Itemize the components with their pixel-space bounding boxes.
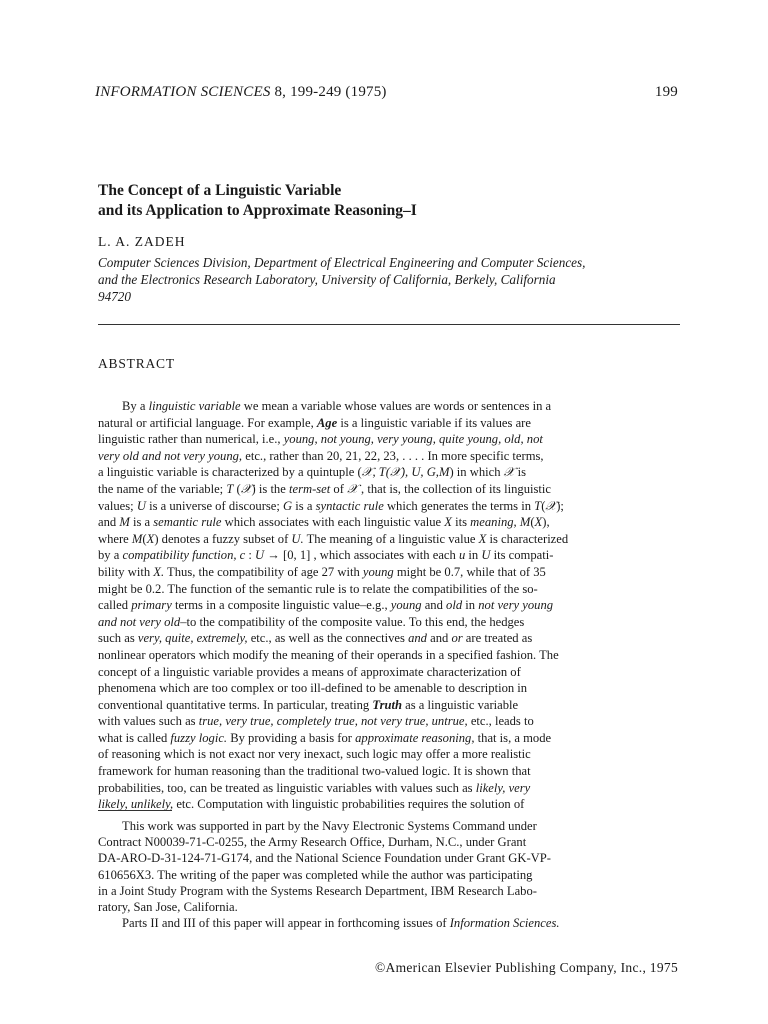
text-run: DA-ARO-D-31-124-71-G174, and the National Science Foundation under Grant GK-VP-	[98, 851, 551, 866]
text-run: which associates with each linguistic value	[221, 515, 445, 530]
text-run: Thus, the compatibility of age 27 with	[164, 564, 363, 579]
title-line: The Concept of a Linguistic Variable	[98, 182, 342, 199]
text-run: might be 0.2. The function of the semantic rule is to relate the compatibilities of the so-	[98, 581, 538, 596]
text-run: bility with	[98, 564, 154, 579]
text-run: called	[98, 598, 132, 613]
text-line	[98, 514, 646, 531]
text-line	[98, 746, 646, 763]
text-run: (	[142, 531, 147, 546]
text-run: ratory, San Jose, California.	[98, 900, 238, 915]
journal-citation	[95, 84, 387, 101]
text-run: etc. Computation with linguistic probabilities requires the solution of	[173, 797, 525, 812]
emphasized-text: young	[390, 598, 422, 613]
emphasized-text: M	[119, 515, 130, 530]
text-run: nonlinear operators which modify the meaning of their operands in a specified fashion. The	[98, 647, 559, 662]
text-run: Parts II and III of this paper will appear in forthcoming issues of	[122, 916, 450, 931]
text-run: , that is, the collection of its linguistic	[357, 481, 551, 496]
header-divider	[98, 324, 680, 325]
emphasized-text: likely, unlikely,	[98, 797, 174, 812]
emphasized-text: and	[408, 631, 427, 646]
emphasized-text: X	[146, 531, 155, 546]
emphasized-text: 𝒳	[347, 481, 358, 496]
text-run: ) denotes a fuzzy subset of	[154, 531, 292, 546]
text-run: might be 0.7, while that of 35	[393, 564, 546, 579]
text-line	[98, 481, 646, 498]
emphasized-text: 𝒳	[503, 465, 515, 480]
text-run: that is, a mode	[474, 730, 552, 745]
text-line	[98, 796, 646, 813]
text-run: 610656X3. The writing of the paper was completed while the author was participating	[98, 867, 533, 882]
abstract-body	[98, 398, 646, 813]
text-run: etc., rather than 20, 21, 22, 23, . . . . In more specific terms,	[242, 448, 544, 463]
text-run: etc., leads to	[467, 714, 534, 729]
emphasized-text: U	[255, 548, 265, 563]
text-run: ) in which	[449, 465, 504, 480]
affiliation-line: Computer Sciences Division, Department of Electrical Engineering and Computer Sciences,	[98, 255, 586, 270]
text-run: is	[514, 465, 527, 480]
emphasized-text: U	[136, 498, 146, 513]
text-line	[98, 818, 646, 834]
emphasized-text: term-set	[288, 481, 331, 496]
text-run: natural or artificial language. For example,	[98, 415, 317, 430]
text-line	[98, 464, 646, 481]
text-run: (	[233, 481, 241, 496]
text-line	[98, 680, 646, 697]
text-run: by a	[98, 548, 123, 563]
emphasized-text: G	[283, 498, 293, 513]
text-run: such as	[98, 631, 138, 646]
article-title	[98, 181, 658, 221]
text-run: values;	[98, 498, 137, 513]
abstract-heading: ABSTRACT	[98, 356, 175, 371]
text-line	[98, 763, 646, 780]
copyright-notice: ©American Elsevier Publishing Company, Inc., 1975	[374, 960, 678, 975]
text-run: and	[426, 631, 452, 646]
text-line	[98, 883, 646, 899]
emphasized-text: very, quite, extremely,	[137, 631, 248, 646]
text-run: ) is the	[251, 481, 289, 496]
emphasized-text: old	[446, 598, 463, 613]
emphasized-text: or	[451, 631, 463, 646]
emphasized-text: 𝒳	[545, 498, 557, 513]
author-affiliation	[98, 254, 678, 305]
text-run: is a	[129, 515, 154, 530]
text-run: ),	[542, 515, 550, 530]
emphasized-text: T	[226, 481, 234, 496]
text-line	[98, 730, 646, 747]
text-run: and	[421, 598, 447, 613]
text-run: linguistic rather than numerical, i.e.,	[98, 432, 284, 447]
text-run: framework for human reasoning than the traditional two-valued logic. It is shown that	[98, 764, 531, 779]
emphasized-text: true, very true, completely true, not very true, untrue,	[198, 714, 468, 729]
text-run: is a universe of discourse;	[145, 498, 284, 513]
emphasized-text: u	[458, 548, 466, 563]
text-run: of reasoning which is not exact nor very inexact, such logic may offer a more realistic	[98, 747, 531, 762]
text-line	[98, 531, 646, 548]
text-run: → [0, 1] , which associates with each	[264, 548, 459, 563]
emphasized-text: 𝒳, T(𝒳), U, G,M	[361, 465, 450, 480]
text-run: –to the compatibility of the composite value. To this end, the hedges	[180, 614, 525, 629]
text-run: we mean a variable whose values are words or sentences in a	[240, 399, 552, 413]
text-run: as a linguistic variable	[402, 697, 519, 712]
text-line	[98, 398, 646, 415]
emphasized-text: Information Sciences.	[449, 916, 560, 931]
emphasized-text: syntactic rule	[315, 498, 384, 513]
text-line	[98, 899, 646, 915]
text-run: :	[245, 548, 256, 563]
text-run: The meaning of a linguistic value	[303, 531, 479, 546]
text-line	[98, 850, 646, 866]
text-run: This work was supported in part by the Navy Electronic Systems Command under	[122, 819, 537, 833]
emphasized-text: linguistic variable	[148, 399, 241, 413]
emphasized-text: M	[131, 531, 143, 546]
page-number: 199	[654, 84, 678, 100]
text-line	[98, 780, 646, 797]
emphasized-text: young	[362, 564, 394, 579]
text-run: is a	[292, 498, 316, 513]
text-line	[98, 498, 646, 515]
text-run: etc., as well as the connectives	[247, 631, 409, 646]
text-run: what is called	[98, 730, 171, 745]
text-line	[98, 564, 646, 581]
text-run: its compati-	[490, 548, 554, 563]
text-line	[98, 597, 646, 614]
title-line: and its Application to Approximate Reasoning–I	[98, 202, 417, 219]
text-run: in a Joint Study Program with the Systems Research Department, IBM Research Labo-	[98, 883, 537, 898]
text-run: and	[98, 515, 120, 530]
text-run: (	[541, 498, 546, 513]
text-run: in	[462, 598, 479, 613]
text-line	[98, 697, 646, 714]
emphasized-text: X	[444, 515, 452, 530]
emphasized-text: X	[534, 515, 543, 530]
running-header	[95, 84, 678, 104]
text-line	[98, 834, 646, 850]
text-line	[98, 867, 646, 883]
text-run: By a	[122, 399, 149, 413]
affiliation-line: 94720	[98, 289, 131, 304]
text-line	[98, 614, 646, 631]
text-run: phenomena which are too complex or too ill-defined to be amenable to description in	[98, 681, 528, 696]
footnote-divider	[98, 810, 172, 811]
text-run: terms in a composite linguistic value–e.g.,	[171, 598, 391, 613]
text-run: of	[330, 481, 348, 496]
emphasized-text: X.	[153, 564, 165, 579]
emphasized-text: T	[534, 498, 542, 513]
text-run: are treated as	[462, 631, 533, 646]
text-run: );	[556, 498, 564, 513]
emphasized-text: fuzzy logic.	[170, 730, 228, 745]
text-run: is a linguistic variable if its values are	[337, 415, 531, 430]
text-run: where	[98, 531, 132, 546]
text-line	[98, 630, 646, 647]
emphasized-text: Truth	[372, 697, 403, 712]
author-name: L. A. ZADEH	[98, 234, 186, 249]
emphasized-text: young, not young, very young, quite young, old, not	[283, 432, 543, 447]
text-run: in	[465, 548, 482, 563]
text-line	[98, 547, 646, 564]
text-line	[98, 448, 646, 465]
text-run: Contract N00039-71-C-0255, the Army Research Office, Durham, N.C., under Grant	[98, 835, 527, 850]
text-run: its	[451, 515, 471, 530]
emphasized-text: compatibility function, c	[122, 548, 246, 563]
text-line	[98, 713, 646, 730]
emphasized-text: 𝒳	[240, 481, 252, 496]
text-line	[98, 647, 646, 664]
text-run: with values such as	[98, 714, 199, 729]
journal-name: INFORMATION SCIENCES	[95, 84, 271, 100]
footnote-body	[98, 818, 646, 931]
emphasized-text: likely, very	[475, 780, 531, 795]
journal-volume-pages: 8, 199-249 (1975)	[270, 84, 387, 100]
text-run: a linguistic variable is characterized by a quintuple (	[98, 465, 362, 480]
text-line	[98, 415, 646, 432]
emphasized-text: U.	[291, 531, 304, 546]
text-line	[98, 431, 646, 448]
emphasized-text: semantic rule	[153, 515, 222, 530]
emphasized-text: meaning, M	[470, 515, 531, 530]
text-run: conventional quantitative terms. In particular, treating	[98, 697, 373, 712]
emphasized-text: approximate reasoning,	[355, 730, 475, 745]
emphasized-text: X	[478, 531, 487, 546]
emphasized-text: Age	[316, 415, 338, 430]
emphasized-text: very old and not very young,	[98, 448, 243, 463]
emphasized-text: not very young	[478, 598, 554, 613]
text-run: (	[530, 515, 535, 530]
text-line	[98, 664, 646, 681]
affiliation-line: and the Electronics Research Laboratory, University of California, Berkely, California	[98, 272, 556, 287]
emphasized-text: primary	[131, 598, 172, 613]
text-run: is characterized	[486, 531, 569, 546]
text-run: concept of a linguistic variable provides a means of approximate characterization of	[98, 664, 521, 679]
text-line	[98, 915, 646, 931]
text-run: probabilities, too, can be treated as linguistic variables with values such as	[98, 780, 476, 795]
emphasized-text: U	[481, 548, 491, 563]
emphasized-text: and not very old	[98, 614, 181, 629]
text-run: the name of the variable;	[98, 481, 227, 496]
text-run: By providing a basis for	[227, 730, 356, 745]
text-line	[98, 581, 646, 598]
text-run: which generates the terms in	[383, 498, 535, 513]
